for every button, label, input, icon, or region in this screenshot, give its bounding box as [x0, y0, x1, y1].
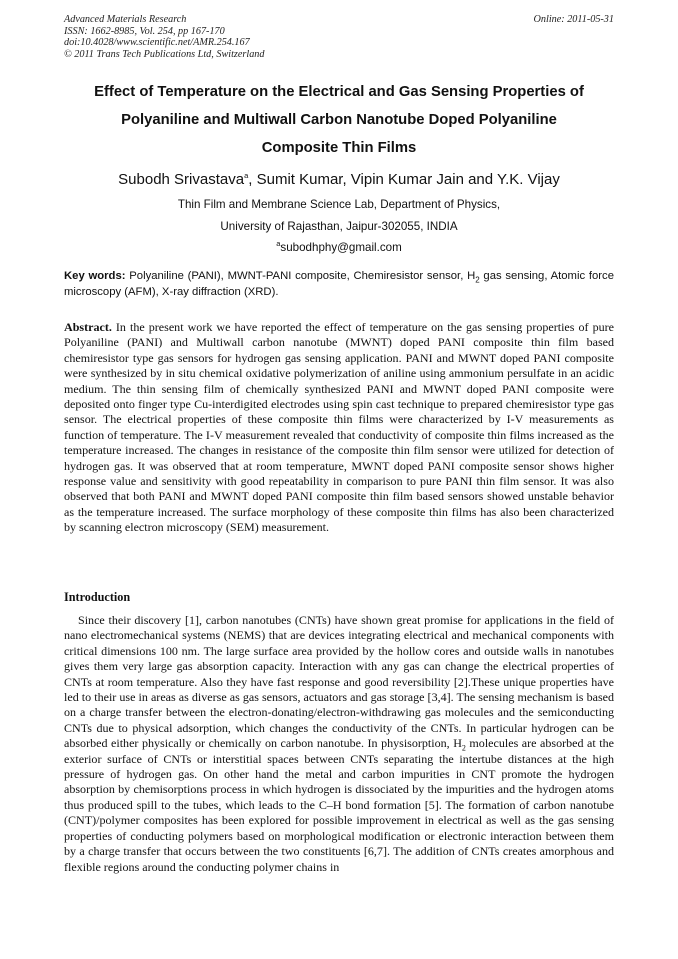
- journal-header: [64, 14, 264, 60]
- affiliation-block: [0, 194, 678, 259]
- issn-line: ISSN: 1662-8985, Vol. 254, pp 167-170: [64, 25, 225, 37]
- email-line: [0, 237, 678, 259]
- journal-name: Advanced Materials Research: [64, 14, 187, 25]
- keywords-label: Key words:: [64, 270, 126, 282]
- title-line: Polyaniline and Multiwall Carbon Nanotube Doped Polyaniline: [121, 112, 557, 128]
- title-line: Composite Thin Films: [261, 140, 417, 156]
- intro-text-cont: molecules are absorbed at the exterior surface of CNTs or interstitial spaces between CNTs separating the intertube distances at the high pressure of hydrogen gas. On other hand the metal and carbon impurities in CNT promote the hydrogen absorption by chemisorptions process in which hydrogen is dissociated by the impurities and the hydrogen atoms thus produced spill to the tubes, which leads to the C–H bond formation [5]. The formation of carbon nanotube (CNT)/polymer composites has been explored for possible improvement in electrical as well as the gas sensing properties of conducting polymers based on morphological modification or electronic interaction between them by a charge transfer that occurs between the two constituents [6,7]. The addition of CNTs creates amorphous and flexible regions around the conducting polymer chains in: [64, 736, 614, 874]
- affiliation-line: University of Rajasthan, Jaipur-302055, INDIA: [220, 219, 458, 233]
- online-date: [534, 14, 614, 26]
- online-date-text: Online: 2011-05-31: [533, 14, 614, 25]
- affiliation-line: Thin Film and Membrane Science Lab, Department of Physics,: [177, 198, 501, 211]
- author-first: Subodh Srivastava: [118, 171, 245, 188]
- paper-title: [40, 78, 638, 162]
- keywords-text-cont: gas sensing, Atomic force microscopy (AFM), X-ray diffraction (XRD).: [64, 270, 614, 298]
- introduction-heading: Introduction: [64, 590, 131, 604]
- keywords-subscript: 2: [475, 275, 480, 285]
- doi-line: doi:10.4028/www.scientific.net/AMR.254.167: [64, 37, 250, 49]
- intro-subscript: 2: [461, 743, 466, 753]
- abstract-block: [64, 320, 614, 536]
- email-affil-mark: a: [276, 239, 281, 249]
- author-email: subodhphy@gmail.com: [280, 241, 402, 254]
- author-rest: , Sumit Kumar, Vipin Kumar Jain and Y.K. Vijay: [248, 171, 560, 188]
- author-affil-mark: a: [244, 171, 249, 180]
- title-line: Effect of Temperature on the Electrical and Gas Sensing Properties of: [94, 84, 584, 100]
- keywords-block: [64, 269, 614, 300]
- author-list: [0, 170, 678, 190]
- keywords-text: Polyaniline (PANI), MWNT-PANI composite, Chemiresistor sensor, H: [129, 270, 476, 282]
- abstract-label: Abstract.: [64, 320, 112, 334]
- intro-text: Since their discovery [1], carbon nanotubes (CNTs) have shown great promise for applications in the field of nano electromechanical systems (NEMS) that are devices integrating electrical and mechanical components with critical dimensions 100 nm. The large surface area provided by the hollow cores and outside walls in nanotubes gives them very large gas absorption capacity. Interaction with any gas can change the electrical properties of CNTs at room temperature. Also they have fast response and good reversibility [2].These unique properties have led to their use in areas as diverse as gas sensors, actuators and gas storage [3,4]. The sensing mechanism is based on a charge transfer between the electron-donating/electron-withdrawing gas molecules and the semiconducting CNTs due to physical adsorption, which changes the conductivity of the CNTs. In particular hydrogen can be absorbed either physically or chemically on carbon nanotube. In physisorption, H: [64, 613, 614, 751]
- introduction-paragraph: [64, 613, 614, 875]
- abstract-text: In the present work we have reported the effect of temperature on the gas sensing properties of pure Polyaniline (PANI) and Multiwall carbon nanotube (MWNT) doped PANI composite thin film based chemiresistor type gas sensors for hydrogen gas sensing application. PANI and MWNT doped PANI composite were synthesized by in situ chemical oxidative polymerization of aniline using ammonium persulfate in an acidic medium. The thin sensing film of chemically synthesized PANI and MWNT doped PANI composite were deposited onto finger type Cu-interdigited electrodes using spin cast technique to prepared chemiresistor type gas sensor. The electrical properties of these composite thin films were characterized by I-V measurements as function of temperature. The I-V measurement revealed that conductivity of composite thin films increased as the temperature increased. The changes in resistance of the composite thin film sensor were utilized for detection of hydrogen gas. It was observed that at room temperature, MWNT doped PANI composite sensor shows higher response value and sensitivity with good repeatability in comparison to pure PANI thin film sensor. It was also observed that both PANI and MWNT doped PANI composite thin film based sensors showed unstable behavior as the temperature increased. The surface morphology of these composite thin films has also been characterized by scanning electron microscopy (SEM) measurement.: [64, 320, 615, 535]
- copyright-line: © 2011 Trans Tech Publications Ltd, Switzerland: [64, 48, 265, 60]
